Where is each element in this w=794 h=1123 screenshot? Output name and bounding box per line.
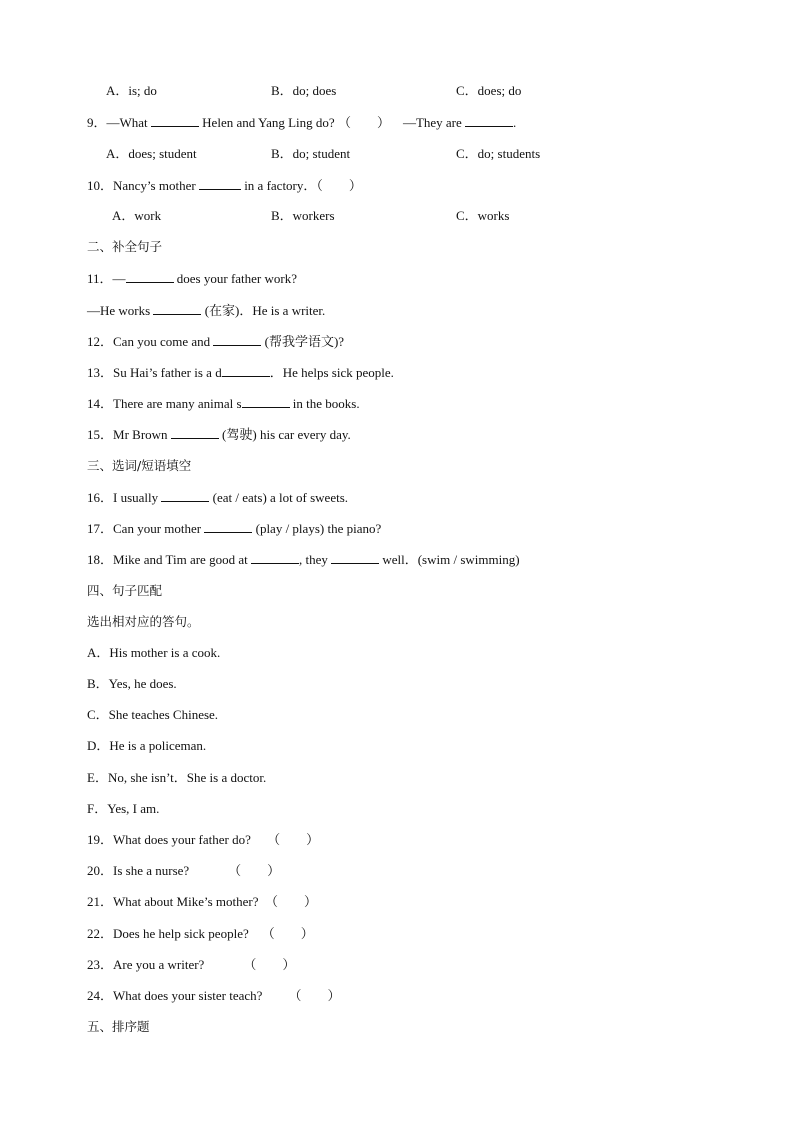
answer-paren: （ ） [267,832,320,847]
blank [222,364,270,377]
q-text: in a factory． [244,178,317,193]
q-num: 11． [87,271,113,286]
answer-choice: F．Yes, I am. [87,801,160,816]
q-num: 10． [87,178,114,193]
blank [151,114,199,127]
answer-paren: （ ） [316,178,362,193]
q-text: I usually [113,490,159,505]
section-heading: 四、句子匹配 [87,583,163,598]
match-question [87,926,314,942]
q-text: Helen and Yang Ling do? [202,115,335,130]
q-text: Nancy’s mother [113,178,196,193]
q-text: does your father work? [176,271,297,286]
q-text: 20．Is she a nurse? [87,863,190,878]
question-9 [87,114,516,131]
answer-paren: （ ） [228,863,281,878]
option-a: A．is; do [106,83,157,98]
question-10 [87,177,362,194]
question-12 [87,333,344,350]
option-b: B．do; does [271,83,337,98]
q-num: 14． [87,396,114,411]
q-num: 12． [87,334,114,349]
q-text: —He works [87,303,151,318]
q-text: Can your mother [113,521,202,536]
q-text: (帮我学语文)? [264,334,345,349]
q-text: , they [298,552,328,567]
q-text: Mr Brown [113,427,168,442]
answer-choice: D．He is a policeman. [87,738,207,753]
answer-choice: B．Yes, he does. [87,676,177,691]
blank [242,395,290,408]
match-question [87,988,340,1004]
option-a: A．does; student [106,146,197,161]
blank [126,270,174,283]
instruction: 选出相对应的答句。 [87,614,200,629]
question-11-reply [87,302,325,319]
blank [251,551,299,564]
question-14 [87,395,360,412]
q-text: 23．Are you a writer? [87,957,205,972]
question-13 [87,364,394,381]
q-text: Can you come and [113,334,211,349]
match-question [87,832,319,848]
question-11 [87,270,297,287]
blank [213,333,261,346]
q-num: 15． [87,427,114,442]
option-c: C．does; do [456,83,522,98]
answer-paren: （ ） [261,926,314,941]
q-text: well．(swim / swimming) [382,552,520,567]
blank [199,177,241,190]
question-16 [87,489,348,506]
answer-choice: E．No, she isn’t．She is a doctor. [87,770,267,785]
blank [153,302,201,315]
question-17 [87,520,381,537]
question-15 [87,426,351,443]
answer-choice: C．She teaches Chinese. [87,707,219,722]
q-num: 17． [87,521,114,536]
option-b: B．do; student [271,146,351,161]
q-text: (play / plays) the piano? [255,521,382,536]
q-text: Mike and Tim are good at [113,552,248,567]
match-question [87,894,317,910]
match-question [87,863,280,879]
answer-paren: （ ） [288,988,341,1003]
question-18 [87,551,520,568]
q-num: 16． [87,490,114,505]
section-heading: 五、排序题 [87,1019,150,1034]
answer-paren: （ ） [337,115,390,130]
q-text: —What [106,115,148,130]
q-text: in the books. [292,396,360,411]
blank [204,520,252,533]
q-text: (eat / eats) a lot of sweets. [212,490,349,505]
q-text: . [513,115,517,130]
option-c: C．do; students [456,146,541,161]
q-text: 22．Does he help sick people? [87,926,249,941]
option-a: A．work [112,208,162,223]
q-num: 9． [87,115,107,130]
q-text: There are many animal s [113,396,242,411]
q-text: ．He helps sick people. [269,365,394,380]
option-c: C．works [456,208,510,223]
q-text: 21．What about Mike’s mother? [87,894,259,909]
q-text: —They are [402,115,462,130]
blank [465,114,513,127]
q-text: (在家)．He is a writer. [204,303,326,318]
q-text: 24．What does your sister teach? [87,988,263,1003]
blank [161,489,209,502]
answer-choice: A．His mother is a cook. [87,645,221,660]
q-text: (驾驶) his car every day. [222,427,351,442]
blank [171,426,219,439]
q-num: 18． [87,552,114,567]
answer-paren: （ ） [265,894,318,909]
section-heading: 三、选词/短语填空 [87,458,192,473]
answer-paren: （ ） [243,957,296,972]
blank [331,551,379,564]
option-b: B．workers [271,208,335,223]
q-num: 13． [87,365,114,380]
q-text: — [112,271,126,286]
q-text: Su Hai’s father is a d [113,365,222,380]
match-question [87,957,295,973]
section-heading: 二、补全句子 [87,239,163,254]
q-text: 19．What does your father do? [87,832,251,847]
